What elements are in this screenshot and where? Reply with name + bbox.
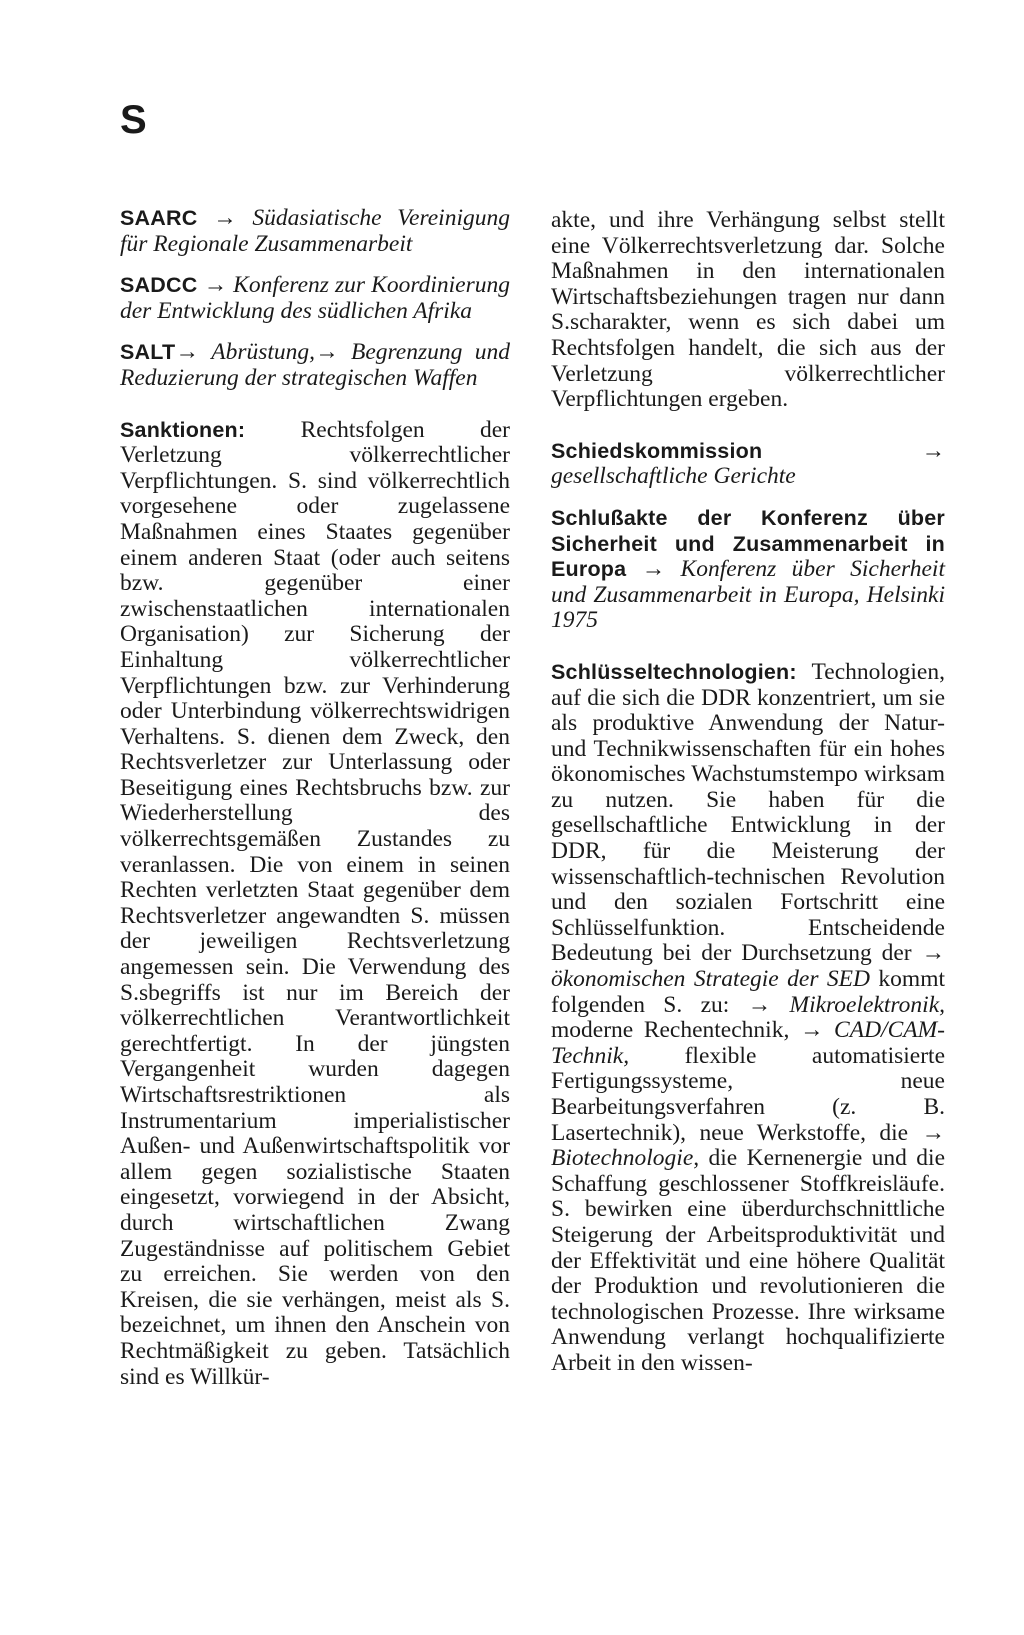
definition-part-4: flexible automatisierte Fertigungssysteme, neue Bearbeitungsverfahren (z. B. Lasertechnik), neue Werkstoffe, die xyxy=(551,1042,945,1146)
cross-reference-biotechnologie: Biotechnologie, xyxy=(551,1145,700,1172)
right-column xyxy=(551,208,945,1403)
cross-reference-saarc: Südasiatische Vereinigung für Regionale Zusammenarbeit xyxy=(120,205,510,257)
headword-schiedskommission: Schiedskommission xyxy=(551,438,763,463)
cross-reference-strategie: ökonomischen Strategie der SED xyxy=(551,966,870,993)
definition-part-3: moderne Rechentechnik, xyxy=(551,1017,790,1044)
headword-saarc: SAARC xyxy=(120,206,198,230)
arrow-icon: → xyxy=(921,437,945,464)
arrow-icon: → xyxy=(921,1119,946,1146)
entry-schluesseltechnologien xyxy=(551,660,945,1377)
section-letter: S xyxy=(120,98,147,142)
cross-reference-salt-2: Begrenzung und Reduzierung der strategischen Waffen xyxy=(120,339,511,391)
continuation-text: akte, und ihre Verhängung selbst stellt eine Völkerrechtsverletzung dar. Solche Maßnahmen in den internationalen Wirtschaftsbeziehungen tragen nur dann S.scharakter, wenn es sich dabei um Rechtsfolgen handelt, die sich aus der Verletzung völkerrechtlicher Verpflichtungen ergeben. xyxy=(551,207,945,413)
cross-reference-cad-cam: CAD/CAM-Technik, xyxy=(551,1017,946,1069)
arrow-icon: → xyxy=(921,940,945,967)
headword-sanktionen: Sanktionen: xyxy=(120,417,246,442)
cross-reference-schlussakte: Konferenz über Sicherheit und Zusammenarbeit in Europa, Helsinki 1975 xyxy=(551,556,945,634)
entry-schiedskommission xyxy=(551,439,945,490)
headword-schluesseltechnologien: Schlüsseltechnologien: xyxy=(551,659,797,684)
definition-part-5: die Kernenergie und die Schaffung geschlossener Stoffkreisläufe. S. bewirken eine überdurchschnittliche Steigerung der Arbeitsproduktivität und der Effektivität und eine höhere Qualität der Produktion und revolutionieren die technologischen Prozesse. Ihre wirksame Anwendung verlangt hochqualifizierte Arbeit in den wissen- xyxy=(551,1145,945,1376)
arrow-icon: → xyxy=(799,1017,824,1044)
entry-sanktionen xyxy=(120,418,510,1391)
headword-sadcc: SADCC xyxy=(120,273,198,298)
arrow-icon: → xyxy=(213,205,237,231)
headword-schlussakte: Schlußakte der Konferenz über Sicherheit und Zusammenarbeit in Europa xyxy=(551,505,945,582)
definition-part-2: kommt folgenden S. zu: xyxy=(551,966,946,1018)
entry-schlussakte xyxy=(551,506,945,634)
entry-saarc xyxy=(120,206,510,257)
cross-reference-mikroelektronik: Mikroelektronik, xyxy=(789,991,946,1018)
cross-reference-salt-1: Abrüstung, xyxy=(211,339,316,366)
arrow-icon: → xyxy=(641,556,666,583)
arrow-icon: → xyxy=(175,339,199,366)
left-column xyxy=(120,206,510,1416)
entry-salt xyxy=(120,340,510,391)
definition-part-1: Technologien, auf die sich die DDR konzentriert, um sie als produktive Anwendung der Natur- und Technikwissenschaften für ein hohes ökonomisches Wachstumstempo wirksam zu nutzen. Sie haben für die gesellschaftliche Entwicklung in der DDR, für die Meisterung der wissenschaftlich-technischen Revolution und den sozialen Fortschritt eine Schlüsselfunktion. Entscheidende Bedeutung bei der Durchsetzung der xyxy=(551,658,945,967)
cross-reference-schiedskommission: gesellschaftliche Gerichte xyxy=(551,463,796,490)
cross-reference-sadcc: Konferenz zur Koordinierung der Entwicklung des südlichen Afrika xyxy=(120,272,510,324)
headword-salt: SALT xyxy=(120,340,176,365)
arrow-icon: → xyxy=(315,339,339,366)
entry-sadcc xyxy=(120,273,510,324)
arrow-icon: → xyxy=(747,991,772,1018)
definition-sanktionen: Rechtsfolgen der Verletzung völkerrechtlicher Verpflichtungen. S. sind völkerrechtlich vorgesehene oder zugelassene Maßnahmen eines Staates gegenüber einem anderen Staat (oder auch seitens bzw. gegenüber einer zwischenstaatlichen internationalen Organisation) zur Sicherung der Einhaltung völkerrechtlicher Verpflichtungen bzw. zur Verhinderung oder Unterbindung völkerrechtswidrigen Verhaltens. S. dienen dem Zweck, den Rechtsverletzer zur Unterlassung oder Beseitigung eines Rechtsbruchs bzw. zur Wiederherstellung des völkerrechtsgemäßen Zustandes zu veranlassen. Die von einem in seinen Rechten verletzten Staat gegenüber dem Rechtsverletzer angewandten S. müssen der jeweiligen Rechtsverletzung angemessen sein. Die Verwendung des S.sbegriffs ist nur im Bereich der völkerrechtlichen Verantwortlichkeit gerechtfertigt. In der jüngsten Vergangenheit wurden dagegen Wirtschaftsrestriktionen als Instrumentarium imperialistischer Außen- und Außenwirtschaftspolitik vor allem gegen sozialistische Staaten eingesetzt, vorwiegend in der Absicht, durch wirtschaftlichen Zwang Zugeständnisse auf politischem Gebiet zu erreichen. Sie werden von den Kreisen, die sie verhängen, meist als S. bezeichnet, um ihnen den Anschein von Rechtmäßigkeit zu geben. Tatsächlich sind es Willkür- xyxy=(120,416,510,1390)
arrow-icon: → xyxy=(203,272,228,299)
